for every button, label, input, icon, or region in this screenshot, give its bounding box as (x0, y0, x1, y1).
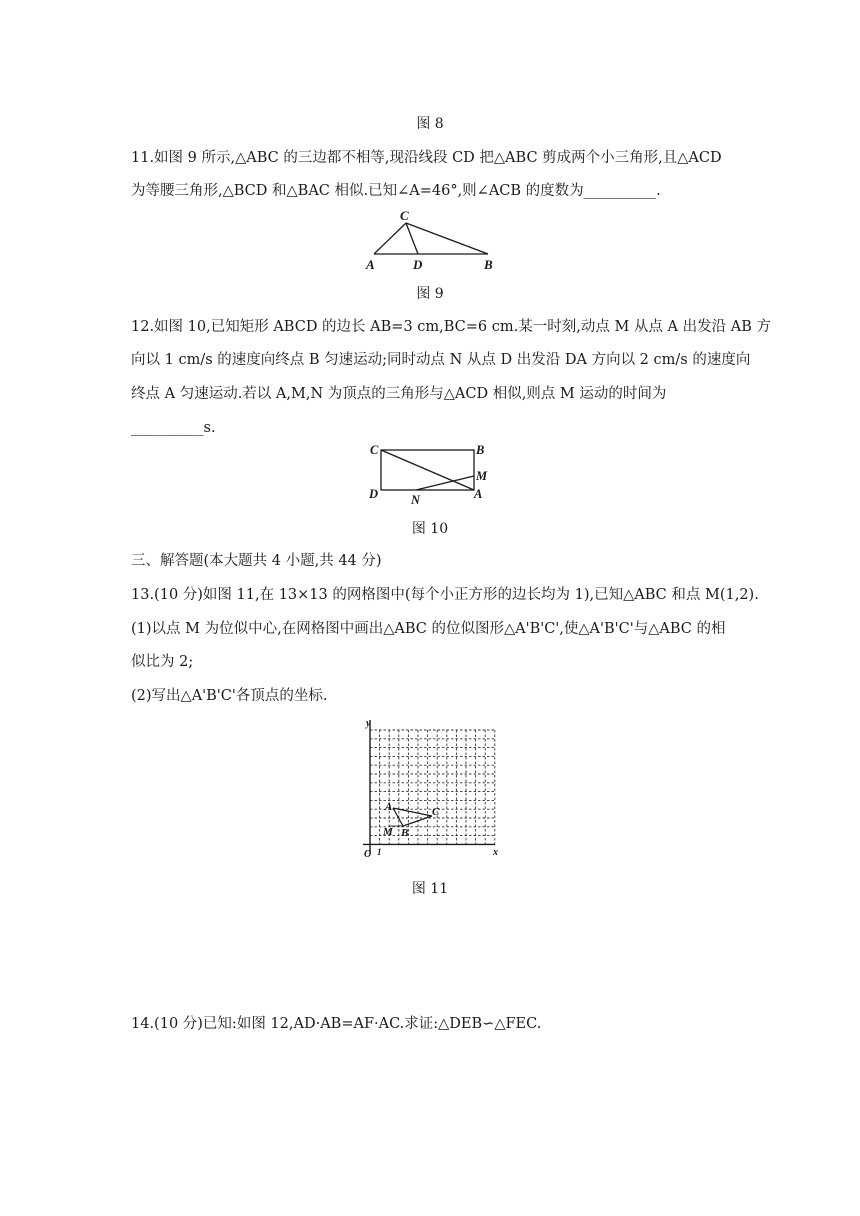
figure-8-caption: 图 8 (416, 116, 444, 132)
label-d: D (369, 487, 379, 501)
label-b: B (476, 443, 485, 457)
question-13-line-3: 似比为 2; (131, 654, 194, 670)
label-a: A (474, 487, 483, 501)
label-n: N (411, 493, 421, 507)
question-14-line-1: 14.(10 分)已知:如图 12,AD·AB=AF·AC.求证:△DEB∽△FEC. (131, 1016, 542, 1032)
figure-10-rectangle-diagram (366, 440, 496, 510)
figure-11-caption: 图 11 (411, 881, 449, 897)
question-11-line-1: 11.如图 9 所示,△ABC 的三边都不相等,现沿线段 CD 把△ABC 剪成两个小三角形,且△ACD (131, 150, 722, 166)
segment-cd (406, 223, 418, 254)
label-m: M (383, 826, 393, 838)
question-13-line-1: 13.(10 分)如图 11,在 13×13 的网格图中(每个小正方形的边长均为 1),已知△ABC 和点 M(1,2). (131, 587, 759, 603)
question-12-line-4: __________s. (131, 420, 216, 436)
label-one: 1 (377, 847, 382, 857)
figure-11-grid-diagram (355, 714, 505, 864)
label-c: C (370, 443, 379, 457)
figure-10-caption: 图 10 (411, 521, 449, 537)
question-11-line-2: 为等腰三角形,△BCD 和△BAC 相似.已知∠A=46°,则∠ACB 的度数为__________. (131, 183, 661, 199)
label-b: B (484, 257, 493, 272)
label-x: x (493, 847, 498, 858)
figure-9-triangle-diagram (360, 206, 500, 272)
segment-cb (406, 223, 488, 254)
label-origin: O (364, 849, 372, 860)
diagonal-ca (381, 450, 474, 490)
label-a: A (385, 801, 393, 813)
label-a: A (366, 257, 375, 272)
question-13-line-2: (1)以点 M 为位似中心,在网格图中画出△ABC 的位似图形△A'B'C',使△A'B'C'与△ABC 的相 (131, 621, 726, 637)
label-c: C (400, 208, 409, 223)
question-12-line-1: 12.如图 10,已知矩形 ABCD 的边长 AB=3 cm,BC=6 cm.某一时刻,动点 M 从点 A 出发沿 AB 方 (131, 319, 771, 335)
section-3-heading: 三、解答题(本大题共 4 小题,共 44 分) (131, 553, 382, 569)
question-12-line-3: 终点 A 匀速运动.若以 A,M,N 为顶点的三角形与△ACD 相似,则点 M 运动的时间为 (131, 386, 667, 402)
question-12-line-2: 向以 1 cm/s 的速度向终点 B 匀速运动;同时动点 N 从点 D 出发沿 DA 方向以 2 cm/s 的速度向 (131, 352, 751, 368)
question-13-line-4: (2)写出△A'B'C'各顶点的坐标. (131, 688, 328, 704)
label-m: M (476, 469, 488, 483)
label-c: C (432, 806, 440, 818)
label-y: y (366, 718, 371, 729)
triangle-abc (389, 808, 432, 826)
figure-9-caption: 图 9 (416, 286, 444, 302)
label-b: B (401, 827, 409, 839)
segment-ac (374, 223, 406, 254)
label-d: D (413, 257, 423, 272)
